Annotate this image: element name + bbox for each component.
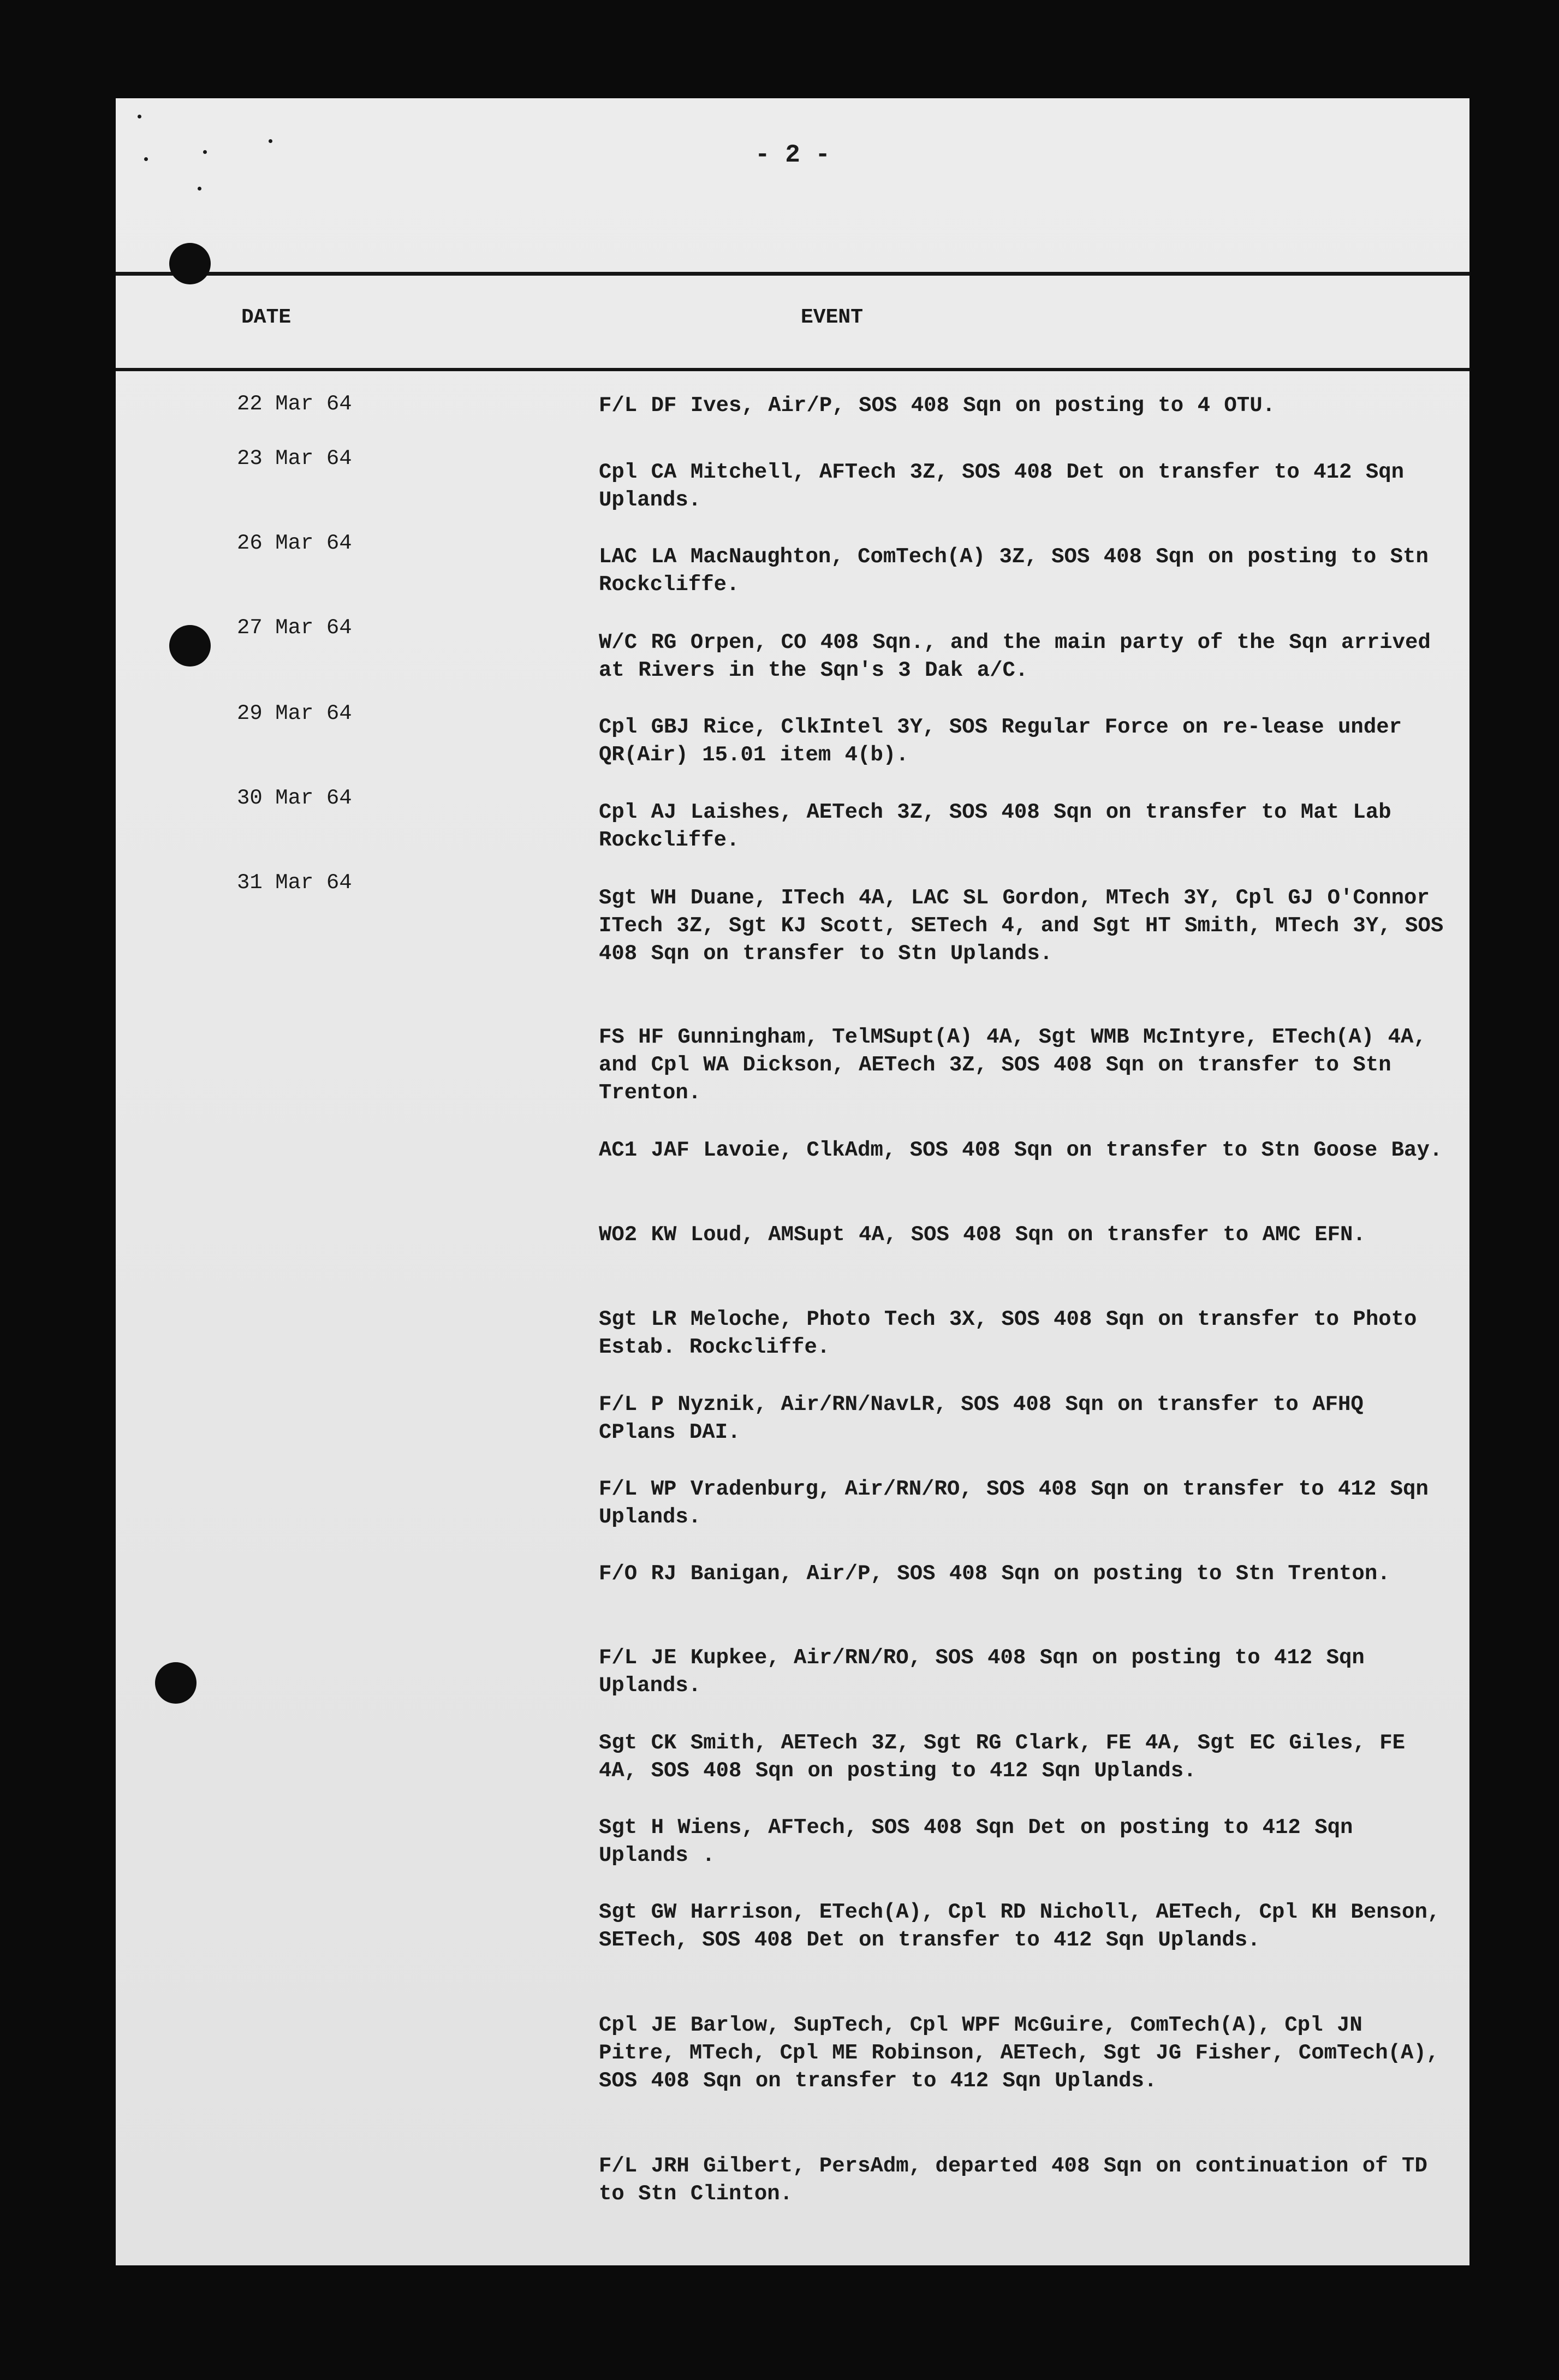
entry-event: F/L P Nyznik, Air/RN/NavLR, SOS 408 Sqn on transfer to AFHQ CPlans DAI. (599, 1393, 1364, 1444)
entry-event: Sgt CK Smith, AETech 3Z, Sgt RG Clark, FE 4A, Sgt EC Giles, FE 4A, SOS 408 Sqn on posting to 412 Sqn Uplands. (599, 1731, 1406, 1783)
entry-event: Cpl AJ Laishes, AETech 3Z, SOS 408 Sqn on transfer to Mat Lab Rockcliffe. (599, 800, 1391, 852)
entry-date: 29 Mar 64 (237, 701, 352, 725)
entry-event: W/C RG Orpen, CO 408 Sqn., and the main party of the Sqn arrived at Rivers in the Sqn's 3 Dak a/C. (599, 630, 1431, 682)
entry-event: Cpl JE Barlow, SupTech, Cpl WPF McGuire, ComTech(A), Cpl JN Pitre, MTech, Cpl ME Robinson, AETech, Sgt JG Fisher, ComTech(A), SOS 408 Sqn on transfer to 412 Sqn Uplands. (599, 2013, 1439, 2093)
entry-date: 23 Mar 64 (237, 447, 352, 471)
entry-event: Sgt WH Duane, ITech 4A, LAC SL Gordon, MTech 3Y, Cpl GJ O'Connor ITech 3Z, Sgt KJ Scott, SETech 4, and Sgt HT Smith, MTech 3Y, SOS 408 Sqn on transfer to Stn Uplands. (599, 886, 1444, 966)
document-page (116, 98, 1469, 2265)
entry-event: FS HF Gunningham, TelMSupt(A) 4A, Sgt WMB McIntyre, ETech(A) 4A, and Cpl WA Dickson, AETech 3Z, SOS 408 Sqn on transfer to Stn Trenton. (599, 1025, 1426, 1105)
page-number: - 2 - (754, 141, 831, 169)
date-column-header: DATE (241, 306, 291, 329)
entry-event: F/L JRH Gilbert, PersAdm, departed 408 Sqn on continuation of TD to Stn Clinton. (599, 2154, 1427, 2206)
entry-event: Sgt LR Meloche, Photo Tech 3X, SOS 408 Sqn on transfer to Photo Estab. Rockcliffe. (599, 1307, 1417, 1359)
entry-date: 27 Mar 64 (237, 616, 352, 640)
entry-event: Sgt GW Harrison, ETech(A), Cpl RD Nicholl, AETech, Cpl KH Benson, SETech, SOS 408 Det on transfer to 412 Sqn Uplands. (599, 1900, 1441, 1952)
entry-event: AC1 JAF Lavoie, ClkAdm, SOS 408 Sqn on transfer to Stn Goose Bay. (599, 1138, 1443, 1162)
entry-event: F/L JE Kupkee, Air/RN/RO, SOS 408 Sqn on posting to 412 Sqn Uplands. (599, 1646, 1365, 1698)
entry-event: WO2 KW Loud, AMSupt 4A, SOS 408 Sqn on transfer to AMC EFN. (599, 1223, 1366, 1247)
entry-event: Cpl GBJ Rice, ClkIntel 3Y, SOS Regular Force on re-lease under QR(Air) 15.01 item 4(b). (599, 715, 1402, 767)
entry-date: 22 Mar 64 (237, 392, 352, 416)
entry-date: 30 Mar 64 (237, 786, 352, 810)
event-log (116, 98, 1469, 2265)
entry-event: F/O RJ Banigan, Air/P, SOS 408 Sqn on posting to Stn Trenton. (599, 1562, 1390, 1586)
entry-event: Sgt H Wiens, AFTech, SOS 408 Sqn Det on posting to 412 Sqn Uplands . (599, 1816, 1353, 1867)
entry-event: F/L DF Ives, Air/P, SOS 408 Sqn on posting to 4 OTU. (599, 394, 1275, 418)
event-column-header: EVENT (801, 306, 864, 329)
entry-event: LAC LA MacNaughton, ComTech(A) 3Z, SOS 408 Sqn on posting to Stn Rockcliffe. (599, 545, 1429, 597)
entry-event: Cpl CA Mitchell, AFTech 3Z, SOS 408 Det on transfer to 412 Sqn Uplands. (599, 460, 1405, 512)
entry-date: 26 Mar 64 (237, 531, 352, 555)
entry-date: 31 Mar 64 (237, 871, 352, 895)
entry-event: F/L WP Vradenburg, Air/RN/RO, SOS 408 Sqn on transfer to 412 Sqn Uplands. (599, 1477, 1429, 1529)
